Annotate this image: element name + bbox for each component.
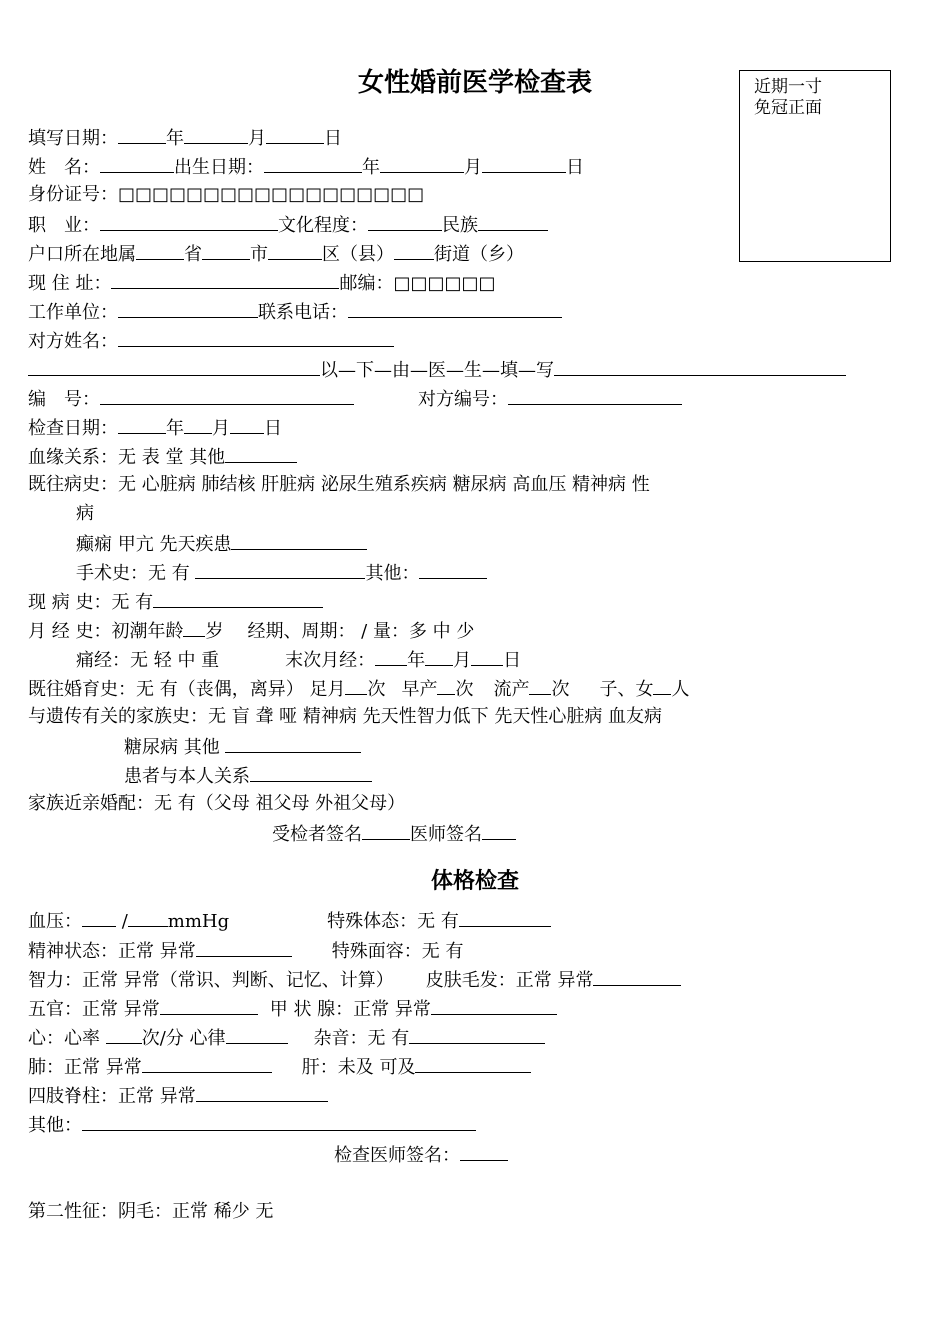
- partner-name-row: [28, 329, 394, 351]
- patient-relation-label: 患者与本人关系: [124, 766, 250, 787]
- lung-row: [28, 1055, 531, 1077]
- exam-doctor-signature-field[interactable]: [460, 1143, 508, 1161]
- doctor-signature-field[interactable]: [482, 822, 516, 840]
- district-label: 区（县）: [322, 244, 394, 265]
- consanguineous-marriage-row: [28, 793, 405, 815]
- patient-relation-row: [124, 764, 372, 786]
- past-history-row-3: [76, 532, 367, 554]
- consanguinity-label: 血缘关系：无 表 堂 其他: [28, 447, 226, 468]
- number-row: [28, 387, 682, 409]
- employer-field[interactable]: [118, 300, 258, 318]
- family-history-row-2: [124, 735, 361, 757]
- birth-month-label: 月: [464, 157, 482, 178]
- birth-year-field[interactable]: [264, 155, 362, 173]
- occupation-row: [28, 213, 548, 235]
- exam-day-field[interactable]: [230, 416, 264, 434]
- physical-other-label: 其他：: [28, 1115, 82, 1136]
- province-field[interactable]: [136, 242, 184, 260]
- family-history-row: [28, 706, 662, 728]
- month-label: 月: [248, 128, 266, 149]
- last-period-day-label: 日: [503, 650, 522, 671]
- number-label: 编 号：: [28, 389, 100, 410]
- children-label: 子、女: [599, 679, 654, 700]
- ethnicity-label: 民族: [442, 215, 478, 236]
- ethnicity-field[interactable]: [478, 213, 548, 231]
- dysmenorrhea-label: 痛经：无 轻 中 重: [76, 650, 220, 671]
- province-label: 省: [184, 244, 202, 265]
- premature-field[interactable]: [437, 677, 455, 695]
- exam-month-label: 月: [212, 418, 230, 439]
- secondary-sex-row: [28, 1201, 273, 1223]
- last-period-month-field[interactable]: [425, 648, 453, 666]
- signature-row: [272, 822, 516, 846]
- facial-features-label: 五官：正常 异常: [28, 999, 160, 1020]
- bp-row: [28, 909, 551, 931]
- occupation-field[interactable]: [100, 213, 278, 231]
- photo-label-line2: 免冠正面: [754, 98, 822, 118]
- physical-other-field[interactable]: [82, 1113, 476, 1131]
- present-illness-field[interactable]: [153, 590, 323, 608]
- thyroid-label: 甲 状 腺：正常 异常: [269, 999, 431, 1020]
- exam-date-label: 检查日期：: [28, 418, 118, 439]
- full-term-field[interactable]: [345, 677, 367, 695]
- full-term-unit: 次: [367, 679, 386, 700]
- last-period-year-label: 年: [407, 650, 426, 671]
- other-history-label: 其他：: [365, 563, 420, 584]
- divider-text: 以—下—由—医—生—填—写: [320, 360, 554, 381]
- education-label: 文化程度：: [278, 215, 368, 236]
- marital-history-label: 既往婚育史：无 有（丧偶，离异） 足月: [28, 679, 346, 700]
- fill-day-field[interactable]: [266, 126, 324, 144]
- phone-label: 联系电话：: [258, 302, 348, 323]
- address-label: 现 住 址：: [28, 273, 112, 294]
- marital-history-row: [28, 677, 689, 699]
- name-field[interactable]: [100, 155, 174, 173]
- heart-row: [28, 1026, 545, 1048]
- city-label: 市: [250, 244, 268, 265]
- birth-day-field[interactable]: [482, 155, 566, 173]
- district-field[interactable]: [268, 242, 322, 260]
- family-history-other-field[interactable]: [225, 735, 361, 753]
- photo-label-line1: 近期一寸: [754, 77, 822, 97]
- fill-date-row: [28, 126, 342, 148]
- surgery-row: [76, 561, 487, 583]
- year-label: 年: [166, 128, 184, 149]
- bp-unit: mmHg: [167, 911, 230, 932]
- abortion-label: 流产: [493, 679, 530, 700]
- phone-field[interactable]: [348, 300, 562, 318]
- examinee-signature-field[interactable]: [362, 822, 410, 840]
- exam-year-field[interactable]: [118, 416, 166, 434]
- skin-hair-label: 皮肤毛发：正常 异常: [425, 970, 594, 991]
- exam-day-label: 日: [264, 418, 282, 439]
- birth-day-label: 日: [566, 157, 584, 178]
- past-history-row-2: [76, 503, 94, 525]
- exam-month-field[interactable]: [184, 416, 212, 434]
- name-row: [28, 155, 584, 177]
- physical-other-row: [28, 1113, 476, 1135]
- secondary-sex-label: 第二性征：阴毛：正常 稀少 无: [28, 1201, 274, 1222]
- family-history-label: 与遗传有关的家族史：无 盲 聋 哑 精神病 先天性智力低下 先天性心脏病 血友病: [28, 706, 663, 727]
- occupation-label: 职 业：: [28, 215, 100, 236]
- congenital-disease-field[interactable]: [231, 532, 367, 550]
- physical-exam-title: 体格检查: [430, 869, 519, 894]
- birth-date-label: 出生日期：: [174, 157, 264, 178]
- heart-label: 心：心率: [28, 1028, 106, 1049]
- examinee-signature-label: 受检者签名: [272, 824, 362, 845]
- abortion-field[interactable]: [529, 677, 551, 695]
- mental-label: 精神状态：正常 异常: [28, 941, 196, 962]
- partner-number-label: 对方编号：: [418, 389, 508, 410]
- bp-diastolic-field[interactable]: [128, 909, 168, 927]
- partner-name-label: 对方姓名：: [28, 331, 118, 352]
- past-history-label: 既往病史：无 心脏病 肺结核 肝脏病 泌尿生殖系疾病 糖尿病 高血压 精神病 性: [28, 474, 650, 495]
- city-field[interactable]: [202, 242, 250, 260]
- bp-systolic-field[interactable]: [82, 909, 116, 927]
- page-title: 女性婚前医学检查表: [357, 68, 592, 98]
- last-period-month-label: 月: [453, 650, 472, 671]
- mental-field[interactable]: [196, 939, 292, 957]
- consanguinity-other-field[interactable]: [225, 445, 297, 463]
- lung-field[interactable]: [142, 1055, 272, 1073]
- menarche-age-field[interactable]: [183, 619, 205, 637]
- postcode-label: 邮编：: [339, 273, 394, 294]
- past-history-cont: 病: [76, 503, 94, 524]
- street-label: 街道（乡）: [434, 244, 524, 265]
- facial-features-row: [28, 997, 557, 1019]
- exam-year-label: 年: [166, 418, 184, 439]
- exam-doctor-signature-label: 检查医师签名：: [334, 1145, 460, 1166]
- present-illness-row: [28, 590, 323, 612]
- premature-unit: 次: [455, 679, 474, 700]
- fill-month-field[interactable]: [184, 126, 248, 144]
- heart-rhythm-field[interactable]: [226, 1026, 288, 1044]
- children-field[interactable]: [653, 677, 671, 695]
- heart-rate-field[interactable]: [106, 1026, 142, 1044]
- menstrual-period-label: 经期、周期： / 量：多 中 少: [247, 621, 475, 642]
- id-number-boxes[interactable]: □□□□□□□□□□□□□□□□□□: [118, 184, 425, 205]
- special-body-field[interactable]: [459, 909, 551, 927]
- thyroid-field[interactable]: [431, 997, 557, 1015]
- past-history-more: 癫痫 甲亢 先天疾患: [76, 534, 232, 555]
- last-period-year-field[interactable]: [375, 648, 407, 666]
- children-unit: 人: [671, 679, 690, 700]
- consanguineous-marriage-label: 家族近亲婚配：无 有（父母 祖父母 外祖父母）: [28, 793, 406, 814]
- family-history-more: 糖尿病 其他: [124, 737, 226, 758]
- limbs-row: [28, 1084, 328, 1106]
- abortion-unit: 次: [551, 679, 570, 700]
- intelligence-row: [28, 968, 681, 990]
- education-field[interactable]: [368, 213, 442, 231]
- last-period-label: 末次月经：: [285, 650, 376, 671]
- special-face-label: 特殊面容：无 有: [331, 941, 464, 962]
- name-label: 姓 名：: [28, 157, 100, 178]
- number-field[interactable]: [100, 387, 354, 405]
- present-illness-label: 现 病 史：无 有: [28, 592, 154, 613]
- facial-features-field[interactable]: [160, 997, 258, 1015]
- address-field[interactable]: [111, 271, 339, 289]
- menstrual-label: 月 经 史：初潮年龄: [28, 621, 184, 642]
- menstrual-row: [28, 619, 474, 641]
- doctor-signature-label: 医师签名: [410, 824, 482, 845]
- heart-rate-unit: 次/分 心律: [141, 1028, 226, 1049]
- past-history-row: [28, 474, 650, 496]
- birth-month-field[interactable]: [380, 155, 464, 173]
- partner-number-field[interactable]: [508, 387, 682, 405]
- divider-line-left: [28, 358, 320, 376]
- employer-row: [28, 300, 562, 322]
- last-period-day-field[interactable]: [471, 648, 503, 666]
- dysmenorrhea-row: [76, 648, 521, 670]
- liver-label: 肝：未及 可及: [301, 1057, 416, 1078]
- intelligence-label: 智力：正常 异常（常识、判断、记忆、计算）: [28, 970, 394, 991]
- partner-name-field[interactable]: [118, 329, 394, 347]
- divider-line-right: [554, 358, 846, 376]
- street-field[interactable]: [394, 242, 434, 260]
- limbs-label: 四肢脊柱：正常 异常: [28, 1086, 196, 1107]
- surgery-field[interactable]: [195, 561, 365, 579]
- fill-date-label: 填写日期：: [28, 128, 118, 149]
- birth-year-label: 年: [362, 157, 380, 178]
- doctor-section-divider: [28, 358, 846, 380]
- hukou-label: 户口所在地属: [28, 244, 136, 265]
- postcode-boxes[interactable]: □□□□□□: [393, 273, 496, 294]
- id-row: [28, 184, 424, 206]
- limbs-field[interactable]: [196, 1084, 328, 1102]
- fill-year-field[interactable]: [118, 126, 166, 144]
- murmur-label: 杂音：无 有: [313, 1028, 410, 1049]
- bp-separator: /: [116, 911, 128, 932]
- employer-label: 工作单位：: [28, 302, 118, 323]
- photo-placeholder: [739, 70, 891, 262]
- exam-date-row: [28, 416, 282, 438]
- id-label: 身份证号：: [28, 184, 118, 205]
- special-body-label: 特殊体态：无 有: [327, 911, 459, 932]
- day-label: 日: [324, 128, 342, 149]
- patient-relation-field[interactable]: [250, 764, 372, 782]
- address-row: [28, 271, 496, 293]
- exam-doctor-signature-row: [334, 1143, 508, 1167]
- liver-field[interactable]: [415, 1055, 531, 1073]
- lung-label: 肺：正常 异常: [28, 1057, 142, 1078]
- premature-label: 早产: [401, 679, 438, 700]
- consanguinity-row: [28, 445, 297, 467]
- surgery-label: 手术史：无 有: [76, 563, 196, 584]
- other-history-field[interactable]: [419, 561, 487, 579]
- skin-hair-field[interactable]: [593, 968, 681, 986]
- menarche-age-unit: 岁: [205, 621, 224, 642]
- hukou-row: [28, 242, 524, 264]
- mental-row: [28, 939, 463, 961]
- bp-label: 血压：: [28, 911, 82, 932]
- murmur-field[interactable]: [409, 1026, 545, 1044]
